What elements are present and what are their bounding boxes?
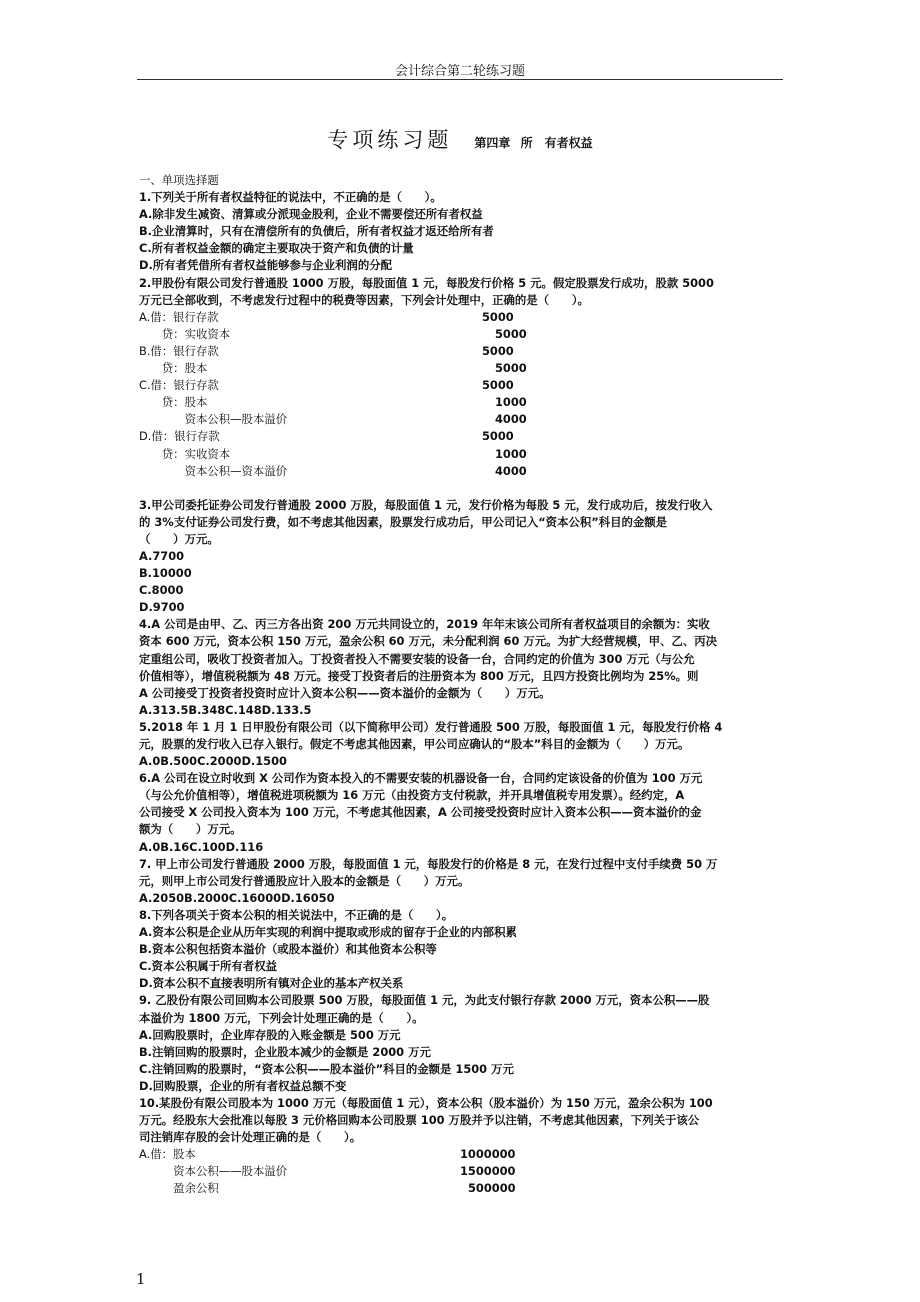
- q1-option-b: B.企业清算时，只有在清偿所有的负债后，所有者权益才返还给所有者: [139, 224, 494, 239]
- journal-entry-line: A.借：银行存款 5000: [139, 309, 514, 324]
- q9-option-a: A.回购股票时，企业库存股的入账金额是 500 万元: [139, 1027, 401, 1042]
- running-header: 会计综合第二轮练习题: [394, 64, 525, 79]
- q3-option-b: B.10000: [139, 566, 192, 581]
- q7-line2: 元，则甲上市公司发行普通股应计入股本的金额是（ ）万元。: [139, 873, 470, 888]
- chapter-subtitle: 第四章 所 有者权益: [474, 136, 593, 150]
- journal-entry-line: 资本公积—股本溢价 4000: [139, 412, 527, 427]
- q3-stem-line3: （ ）万元。: [139, 531, 219, 546]
- q9-line2: 本溢价为 1800 万元，下列会计处理正确的是（ ）。: [139, 1010, 424, 1025]
- q9-option-d: D.回购股票，企业的所有者权益总额不变: [139, 1078, 347, 1093]
- q6-line3: 公司接受 X 公司投入资本为 100 万元，不考虑其他因素，A 公司接受投资时应计入资本公积——资本溢价的金: [139, 805, 702, 820]
- q7-line1: 7. 甲上市公司发行普通股 2000 万股，每股面值 1 元，每股发行的价格是 8 元，在发行过程中支付手续费 50 万: [139, 856, 718, 871]
- q3-stem-line2: 的 3%支付证券公司发行费，如不考虑其他因素，股票发行成功后，甲公司记入“资本公积”科目的金额是: [139, 514, 668, 529]
- journal-entry-line: D.借：银行存款 5000: [139, 429, 514, 444]
- journal-entry-line: B.借：银行存款 5000: [139, 343, 514, 358]
- q9-option-b: B.注销回购的股票时，企业股本减少的金额是 2000 万元: [139, 1044, 431, 1059]
- journal-entry-line: 资本公积——股本溢价 1500000: [139, 1164, 516, 1179]
- q8-option-b: B.资本公积包括资本溢价（或股本溢价）和其他资本公积等: [139, 942, 437, 957]
- q10-line1: 10.某股份有限公司股本为 1000 万元（每股面值 1 元），资本公积（股本溢价）为 150 万元，盈余公积为 100: [139, 1095, 713, 1110]
- title-row: [0, 124, 920, 154]
- q1-option-d: D.所有者凭借所有者权益能够参与企业利润的分配: [139, 258, 392, 273]
- q6-line2: （与公允价值相等），增值税进项税额为 16 万元（由投资方支付税款，并开具增值税专用发票）。经约定，A: [139, 788, 685, 803]
- page-number: 1: [136, 1270, 146, 1288]
- page-title: 专项练习题: [327, 128, 453, 152]
- journal-entry-line: 贷：股本 5000: [139, 361, 527, 376]
- q1-stem: 1.下列关于所有者权益特征的说法中，不正确的是（ ）。: [139, 190, 442, 205]
- journal-entry-line: 贷：实收资本 5000: [139, 326, 527, 341]
- q10-line3: 司注销库存股的会计处理正确的是（ ）。: [139, 1130, 362, 1145]
- journal-entry-line: 贷：实收资本 1000: [139, 446, 527, 461]
- q6-options: A.0B.16C.100D.116: [139, 839, 264, 854]
- q4-line4: 价值相等），增值税税额为 48 万元。接受丁投资者后的注册资本为 800 万元，且四方投资比例均为 25%。则: [139, 668, 699, 683]
- journal-entry-line: 资本公积—资本溢价 4000: [139, 463, 527, 478]
- spacer: [139, 480, 785, 497]
- journal-entry-line: A.借：股本 1000000: [139, 1147, 516, 1162]
- q1-option-a: A.除非发生减资、清算或分派现金股利，企业不需要偿还所有者权益: [139, 207, 483, 222]
- q8-option-c: C.资本公积属于所有者权益: [139, 959, 277, 974]
- journal-entry-line: 盈余公积 500000: [139, 1181, 516, 1196]
- question-content: [139, 172, 785, 1198]
- q6-line1: 6.A 公司在设立时收到 X 公司作为资本投入的不需要安装的机器设备一台，合同约定该设备的价值为 100 万元: [139, 771, 703, 786]
- q2-stem-line1: 2.甲股份有限公司发行普通股 1000 万股，每股面值 1 元，每股发行价格 5 元。假定股票发行成功，股款 5000: [139, 275, 714, 290]
- q4-line1: 4.A 公司是由甲、乙、丙三方各出资 200 万元共同设立的，2019 年年末该公司所有者权益项目的余额为：实收: [139, 617, 710, 632]
- q5-line1: 5.2018 年 1 月 1 日甲股份有限公司（以下简称甲公司）发行普通股 500 万股，每股面值 1 元，每股发行价格 4: [139, 719, 723, 734]
- q1-option-c: C.所有者权益金额的确定主要取决于资产和负债的计量: [139, 241, 414, 256]
- section-heading: 一、单项选择题: [139, 173, 219, 187]
- journal-entry-line: C.借：银行存款 5000: [139, 378, 514, 393]
- q9-option-c: C.注销回购的股票时，“资本公积——股本溢价”科目的金额是 1500 万元: [139, 1061, 514, 1076]
- q8-option-a: A.资本公积是企业从历年实现的利润中提取或形成的留存于企业的内部积累: [139, 925, 517, 940]
- q6-line4: 额为（ ）万元。: [139, 822, 242, 837]
- q8-option-d: D.资本公积不直接表明所有镇对企业的基本产权关系: [139, 976, 404, 991]
- q3-option-d: D.9700: [139, 600, 185, 615]
- q4-options: A.313.5B.348C.148D.133.5: [139, 702, 312, 717]
- q3-option-c: C.8000: [139, 583, 184, 598]
- q2-stem-line2: 万元已全部收到，不考虑发行过程中的税费等因素，下列会计处理中，正确的是（ ）。: [139, 292, 589, 307]
- q7-options: A.2050B.2000C.16000D.16050: [139, 890, 335, 905]
- q8-stem: 8.下列各项关于资本公积的相关说法中，不正确的是（ ）。: [139, 907, 454, 922]
- q3-stem-line1: 3.甲公司委托证券公司发行普通股 2000 万股，每股面值 1 元，发行价格为每股 5 元，发行成功后，按发行收入: [139, 497, 713, 512]
- q10-line2: 万元。经股东大会批准以每股 3 元价格回购本公司股票 100 万股并予以注销，不考虑其他因素，下列关于该公: [139, 1113, 700, 1128]
- q4-line2: 资本 600 万元，资本公积 150 万元，盈余公积 60 万元，未分配利润 60 万元。为扩大经营规模，甲、乙、丙决: [139, 634, 717, 649]
- q9-line1: 9. 乙股份有限公司回购本公司股票 500 万股，每股面值 1 元，为此支付银行存款 2000 万元，资本公积——股: [139, 993, 710, 1008]
- q5-options: A.0B.500C.2000D.1500: [139, 754, 287, 769]
- q3-option-a: A.7700: [139, 548, 185, 563]
- journal-entry-line: 贷：股本 1000: [139, 395, 527, 410]
- q4-line3: 定重组公司，吸收丁投资者加入。丁投资者投入不需要安装的设备一台，合同约定的价值为 300 万元（与公允: [139, 651, 695, 666]
- q5-line2: 元，股票的发行收入已存入银行。假定不考虑其他因素，甲公司应确认的“股本”科目的金额为（ ）万元。: [139, 737, 690, 751]
- q4-line5: A 公司接受丁投资者投资时应计入资本公积——资本溢价的金额为（ ）万元。: [139, 685, 551, 700]
- header-rule: [137, 79, 783, 80]
